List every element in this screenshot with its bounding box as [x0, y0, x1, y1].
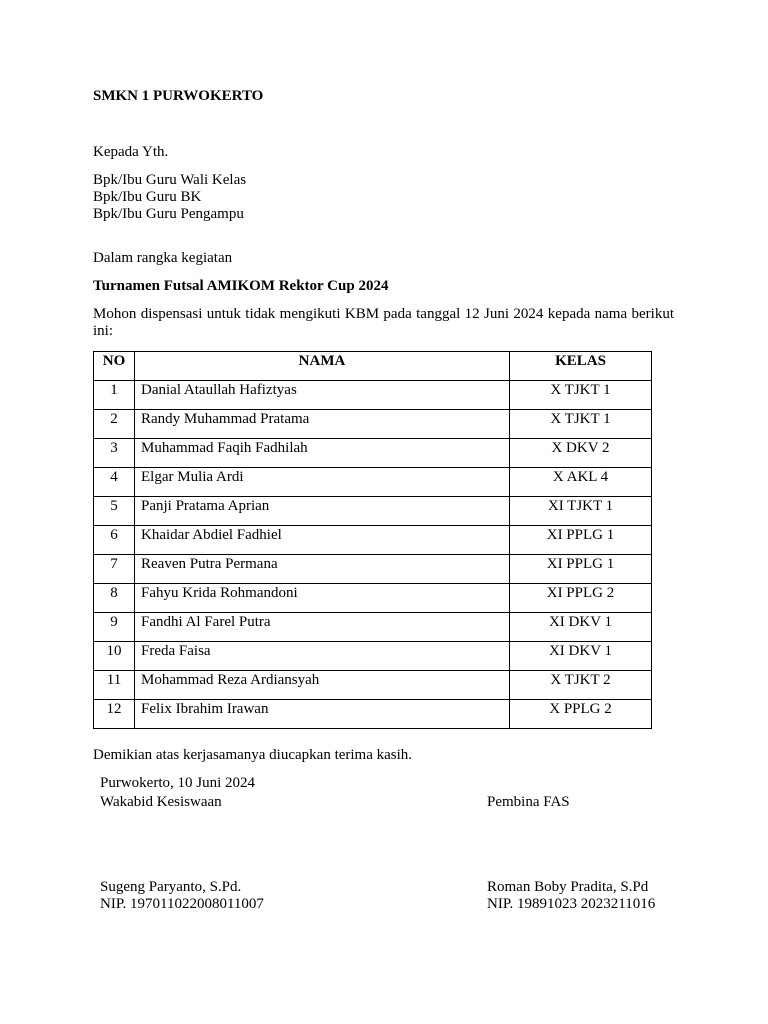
cell-no: 6: [94, 526, 135, 555]
cell-no: 8: [94, 584, 135, 613]
cell-no: 9: [94, 613, 135, 642]
intro-text: Dalam rangka kegiatan: [93, 250, 233, 266]
left-signatory-nip: NIP. 197011022008011007: [100, 896, 264, 912]
cell-no: 1: [94, 381, 135, 410]
cell-kelas: X TJKT 1: [510, 381, 652, 410]
cell-no: 10: [94, 642, 135, 671]
cell-nama: Panji Pratama Aprian: [135, 497, 510, 526]
cell-nama: Mohammad Reza Ardiansyah: [135, 671, 510, 700]
cell-nama: Khaidar Abdiel Fadhiel: [135, 526, 510, 555]
recipient-list: [93, 172, 246, 223]
table-row: [94, 497, 652, 526]
cell-kelas: XI PPLG 2: [510, 584, 652, 613]
table-row: [94, 584, 652, 613]
cell-nama: Felix Ibrahim Irawan: [135, 700, 510, 729]
cell-nama: Danial Ataullah Hafiztyas: [135, 381, 510, 410]
cell-kelas: XI DKV 1: [510, 613, 652, 642]
cell-nama: Reaven Putra Permana: [135, 555, 510, 584]
cell-kelas: X AKL 4: [510, 468, 652, 497]
table-row: [94, 410, 652, 439]
student-table: [93, 351, 652, 729]
table-row: [94, 526, 652, 555]
cell-no: 12: [94, 700, 135, 729]
cell-kelas: X PPLG 2: [510, 700, 652, 729]
table-row: [94, 555, 652, 584]
table-header-row: [94, 352, 652, 381]
cell-kelas: XI DKV 1: [510, 642, 652, 671]
cell-kelas: XI PPLG 1: [510, 555, 652, 584]
cell-kelas: X DKV 2: [510, 439, 652, 468]
left-signatory-role: Wakabid Kesiswaan: [100, 794, 222, 810]
cell-no: 5: [94, 497, 135, 526]
header-nama: NAMA: [135, 352, 510, 381]
table-row: [94, 613, 652, 642]
header-kelas: KELAS: [510, 352, 652, 381]
cell-nama: Elgar Mulia Ardi: [135, 468, 510, 497]
right-signatory-name: Roman Boby Pradita, S.Pd: [487, 879, 649, 895]
header-no: NO: [94, 352, 135, 381]
request-paragraph: Mohon dispensasi untuk tidak mengikuti KBM pada tanggal 12 Juni 2024 kepada nama berikut ini:: [93, 306, 674, 339]
cell-no: 7: [94, 555, 135, 584]
table-row: [94, 642, 652, 671]
cell-kelas: X TJKT 2: [510, 671, 652, 700]
table-row: [94, 700, 652, 729]
table-row: [94, 468, 652, 497]
recipient-line: Bpk/Ibu Guru Wali Kelas: [93, 172, 247, 188]
cell-no: 2: [94, 410, 135, 439]
cell-nama: Freda Faisa: [135, 642, 510, 671]
table-row: [94, 439, 652, 468]
table-body: [94, 381, 652, 729]
school-name: SMKN 1 PURWOKERTO: [93, 88, 264, 104]
place-date: Purwokerto, 10 Juni 2024: [100, 775, 255, 791]
salutation: Kepada Yth.: [93, 144, 169, 160]
table-row: [94, 671, 652, 700]
cell-nama: Fandhi Al Farel Putra: [135, 613, 510, 642]
cell-nama: Fahyu Krida Rohmandoni: [135, 584, 510, 613]
cell-kelas: XI TJKT 1: [510, 497, 652, 526]
recipient-line: Bpk/Ibu Guru BK: [93, 189, 202, 205]
right-signatory-nip: NIP. 19891023 2023211016: [487, 896, 656, 912]
recipient-line: Bpk/Ibu Guru Pengampu: [93, 206, 244, 222]
cell-nama: Randy Muhammad Pratama: [135, 410, 510, 439]
right-signatory-role: Pembina FAS: [487, 794, 570, 810]
table-row: [94, 381, 652, 410]
cell-kelas: XI PPLG 1: [510, 526, 652, 555]
left-signatory-name: Sugeng Paryanto, S.Pd.: [100, 879, 242, 895]
event-title: Turnamen Futsal AMIKOM Rektor Cup 2024: [93, 278, 389, 294]
closing-text: Demikian atas kerjasamanya diucapkan terima kasih.: [93, 747, 413, 763]
cell-kelas: X TJKT 1: [510, 410, 652, 439]
cell-no: 3: [94, 439, 135, 468]
cell-no: 4: [94, 468, 135, 497]
cell-nama: Muhammad Faqih Fadhilah: [135, 439, 510, 468]
cell-no: 11: [94, 671, 135, 700]
